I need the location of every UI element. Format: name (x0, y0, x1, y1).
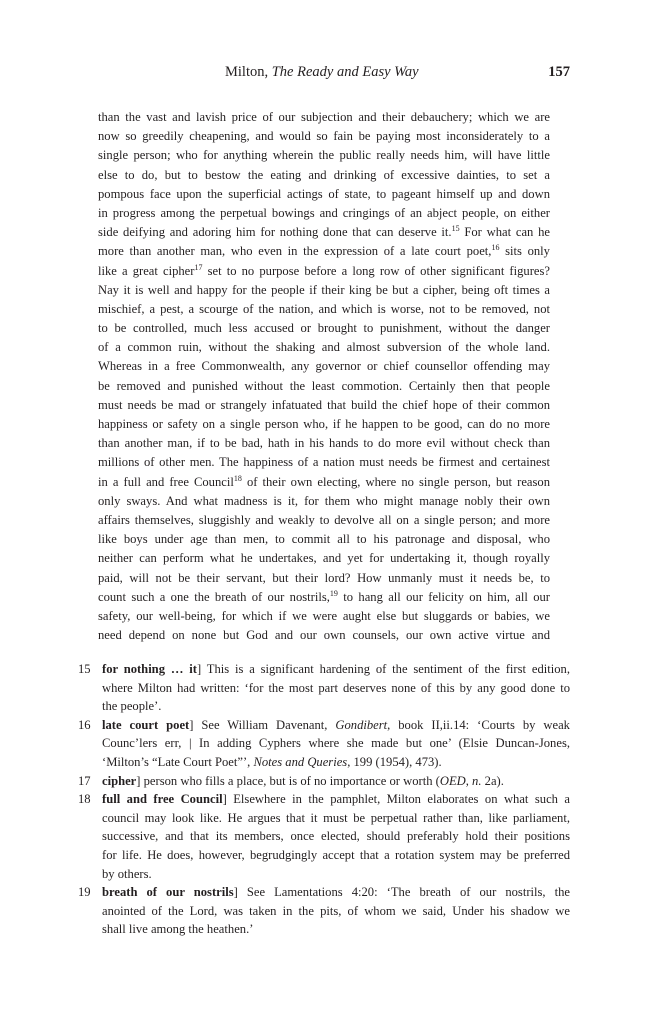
running-head (225, 64, 419, 81)
footnote-marker[interactable]: 18 (233, 473, 242, 483)
work-title: The Ready and Easy Way (271, 64, 419, 80)
footnote-number: 18 (78, 792, 91, 807)
footnote-lemma: cipher (102, 773, 137, 788)
footnote-lemma: breath of our nostrils (102, 885, 234, 900)
text-line: to be controlled, much less accused or brought to punishment, without the danger (98, 321, 550, 336)
text-line: like boys under age than men, to commit all to his patronage and disposal, who (98, 532, 550, 547)
text-line: happiness or safety on a single person who, if he happen to be good, can do no more (98, 417, 550, 431)
text-line: Whereas in a free Commonwealth, any governor or chief counsellor offending may (98, 359, 550, 374)
text-line: count such a one the breath of our nostrils,$^{19}$ to hang all our felicity on him, all our (98, 588, 550, 604)
footnote-line: full and free Council] Elsewhere in the pamphlet, Milton elaborates on what such a (102, 792, 570, 807)
text-line: else to do, but to bestow the eating and drinking of excessive dainties, to set a (98, 167, 550, 182)
footnote-line: cipher] person who fills a place, but is of no importance or worth (OED, n. 2a). (102, 773, 504, 788)
footnote-line: council may look like. He argues that it must be perpetual rather than, like parliament, (102, 810, 570, 825)
text-line: single person; who for anything wherein the public really needs him, will have little (98, 148, 550, 163)
footnote-line: late court poet] See William Davenant, Gondibert, book II,ii.14: ‘Courts by weak (102, 717, 570, 732)
footnote (78, 883, 570, 939)
footnote-line: the people’. (102, 699, 162, 714)
footnote-line: shall live among the heathen.’ (102, 922, 254, 937)
footnote-line: for nothing … it] This is a significant hardening of the sentiment of the first edition, (102, 662, 570, 676)
footnote-marker[interactable]: 16 (491, 243, 500, 253)
text-line: must needs be mad or strangely infatuated that build the chief hope of their common (98, 397, 550, 412)
footnote-number: 19 (78, 885, 91, 900)
text-line: need depend on none but God and our own counsels, our own active virtue and (98, 628, 550, 643)
text-line: than the vast and lavish price of our subjection and their debauchery; which we are (98, 110, 550, 124)
author-name: Milton, (225, 64, 269, 80)
footnote-line: where Milton had written: ‘for the most part deserves none of this by any good done to (102, 680, 570, 695)
footnote-lemma: full and free Council (102, 792, 223, 807)
footnote-number: 15 (78, 662, 91, 676)
footnote (78, 716, 570, 772)
footnote-marker[interactable]: 15 (451, 223, 460, 233)
footnote-marker[interactable]: 19 (329, 588, 338, 598)
text-line: safety, our well-being, for which if we were aught else but sluggards or babies, we (98, 608, 550, 623)
footnote-line: Counc’lers err, | In adding Cyphers where she made but one’ (Elsie Duncan-Jones, (102, 736, 570, 751)
footnote (78, 772, 570, 791)
text-line: than another man, if to be bad, hath in his hands to do more evil without check than (98, 436, 550, 451)
page-number: 157 (548, 64, 570, 80)
text-line: more than another man, who even in the expression of a late court poet,$^{16}$ sits only (98, 243, 550, 259)
footnote-marker[interactable]: 17 (194, 262, 203, 272)
text-line: pompous face upon the superficial actings of state, to pageant himself up and down (98, 186, 550, 201)
text-line: like a great cipher$^{17}$ set to no purpose before a long row of other significant figures? (98, 262, 550, 278)
footnote-line: ‘Milton’s “Late Court Poet”’, Notes and Queries, 199 (1954), 473). (102, 754, 442, 769)
text-line: in a full and free Council$^{18}$ of their own electing, where no single person, but reason (98, 473, 550, 489)
footnote-number: 17 (78, 773, 91, 788)
running-header (0, 64, 650, 84)
text-line: Nay it is well and happy for the people if their king be but a cipher, being oft times a (98, 282, 550, 297)
footnote-number: 16 (78, 717, 91, 732)
footnote-line: successive, and that its members, once elected, should preferably hold their positions (102, 829, 570, 844)
footnote-line: breath of our nostrils] See Lamentations 4:20: ‘The breath of our nostrils, the (102, 885, 571, 900)
footnote-lemma: late court poet (102, 717, 190, 732)
text-line: millions of other men. The happiness of a nation must needs be firmest and certainest (98, 455, 550, 470)
text-line: now so greedily cheapening, and would so fain be paying most inconsiderately to a (98, 129, 550, 144)
footnotes (78, 660, 570, 939)
footnote-lemma: for nothing … it (102, 662, 197, 676)
text-line: neither can perform what he undertakes, and yet for undertaking it, though royally (98, 551, 550, 566)
footnote-line: by others. (102, 866, 152, 881)
text-line: be removed and punished without the least commotion. Certainly then that people (98, 378, 550, 393)
text-line: of a common ruin, without the shaking and almost subversion of the whole land. (98, 340, 550, 355)
footnote (78, 790, 570, 883)
footnote (78, 660, 570, 716)
footnote-line: anointed of the Lord, was taken in the pits, of whom we said, Under his shadow we (102, 903, 570, 918)
text-line: only sways. And what madness is it, for them who might manage nobly their own (98, 493, 550, 508)
text-line: side deifying and adoring him for nothing done that can deserve it.$^{15}$ For what can he (98, 223, 550, 240)
footnote-line: for life. He does, however, begrudgingly accept that a rotation system may be preferred (102, 847, 570, 862)
text-line: in progress among the perpetual bowings and cringings of an abject people, on either (98, 205, 550, 220)
text-line: affairs themselves, sluggishly and weakly to devolve all on a single person; and more (98, 512, 550, 527)
text-line: paid, will not be their servant, but their lord? How unmanly must it needs be, to (98, 570, 550, 585)
text-line: mischief, a pest, a scourge of the nation, and which is worse, not to be removed, not (98, 301, 550, 316)
main-text (98, 108, 550, 645)
